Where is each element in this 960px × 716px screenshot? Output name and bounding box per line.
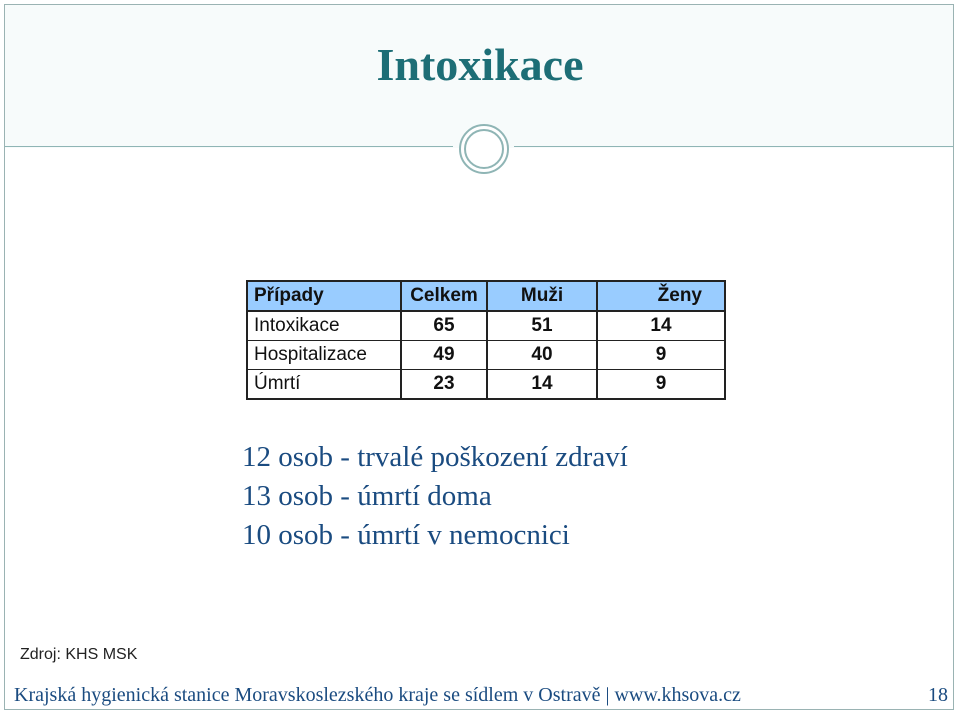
header-cell: Celkem [401,281,487,311]
cases-table [246,280,726,400]
table-cell: 9 [597,341,725,370]
table-row [247,370,725,400]
table-cell: 40 [487,341,597,370]
footer-text: Krajská hygienická stanice Moravskoslezského kraje se sídlem v Ostravě | www.khsova.cz [14,684,741,706]
header-cell: Ženy [597,281,725,311]
table-row [247,341,725,370]
table-cell: 49 [401,341,487,370]
table-cell: 14 [487,370,597,400]
double-circle-icon [458,123,510,175]
page-number: 18 [928,684,948,706]
table-cell: 65 [401,311,487,341]
header-cell: Případy [247,281,401,311]
table-cell: 51 [487,311,597,341]
row-label: Úmrtí [247,370,401,400]
note-line: 10 osob - úmrtí v nemocnici [242,519,570,551]
row-label: Intoxikace [247,311,401,341]
note-line: 12 osob - trvalé poškození zdraví [242,441,628,473]
table-cell: 9 [597,370,725,400]
table-row [247,311,725,341]
source-note: Zdroj: KHS MSK [20,646,138,663]
table-cell: 23 [401,370,487,400]
row-label: Hospitalizace [247,341,401,370]
slide-title: Intoxikace [376,39,584,90]
note-line: 13 osob - úmrtí doma [242,480,492,512]
divider-right [514,146,953,147]
divider-left [5,146,453,147]
header-cell: Muži [487,281,597,311]
table-header-row [247,281,725,311]
notes-list [242,438,628,555]
table-cell: 14 [597,311,725,341]
